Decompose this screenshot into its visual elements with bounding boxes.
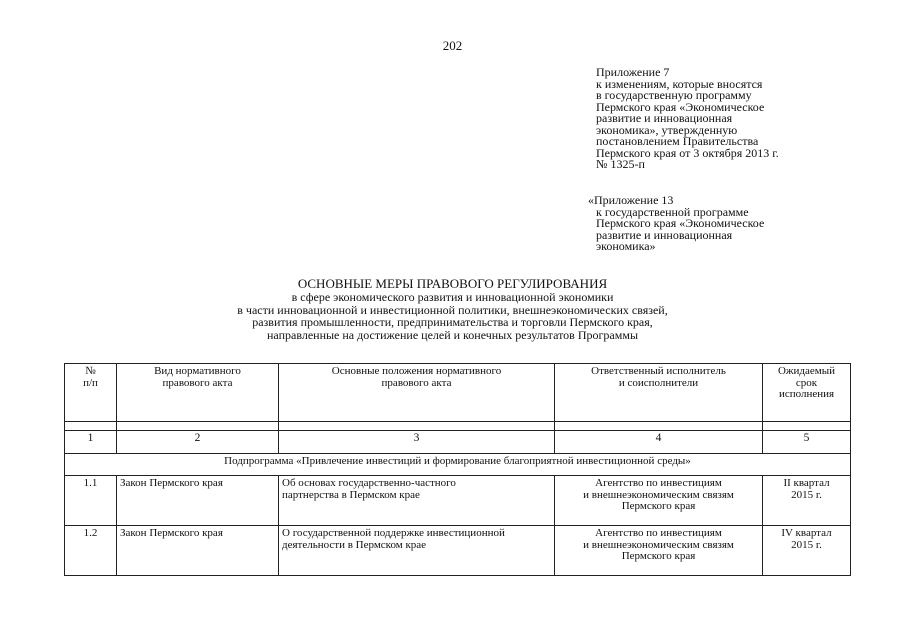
appendix-line: развитие и инновационная — [596, 227, 733, 242]
appendix-line: экономика» — [596, 239, 656, 253]
header-cell-act-type: Вид нормативного правового акта — [117, 364, 279, 422]
appendix-line: № 1325-п — [596, 157, 645, 171]
appendix-line: к изменениям, которые вносятся — [596, 76, 763, 91]
row-number: 1.1 — [65, 476, 117, 526]
appendix-line: Пермского края от 3 октября 2013 г. — [596, 145, 779, 160]
row-act-type: Закон Пермского края — [117, 526, 279, 576]
appendix-7-note — [596, 67, 779, 171]
column-number-cell: 2 — [117, 431, 279, 454]
column-number-cell: 1 — [65, 431, 117, 454]
title-line: в части инновационной и инвестиционной политики, внешнеэкономических связей, — [237, 302, 668, 317]
measures-table — [64, 363, 851, 576]
column-number-cell: 3 — [279, 431, 555, 454]
row-term: IV квартал 2015 г. — [763, 526, 851, 576]
appendix-line: к государственной программе — [596, 204, 749, 219]
table-header-row — [65, 364, 851, 422]
column-number-cell: 5 — [763, 431, 851, 454]
appendix-line: Пермского края «Экономическое — [596, 99, 765, 114]
header-cell-number: № п/п — [65, 364, 117, 422]
title-main: ОСНОВНЫЕ МЕРЫ ПРАВОВОГО РЕГУЛИРОВАНИЯ — [297, 276, 608, 291]
header-cell-term: Ожидаемый срок исполнения — [763, 364, 851, 422]
row-provisions: Об основах государственно-частного партнерства в Пермском крае — [279, 476, 555, 526]
subprogram-row — [65, 454, 851, 476]
appendix-line: постановлением Правительства — [596, 134, 759, 148]
appendix-13-note — [588, 195, 764, 253]
appendix-line: экономика», утвержденную — [596, 122, 738, 137]
appendix-line: Пермского края «Экономическое — [596, 216, 765, 230]
row-term: II квартал 2015 г. — [763, 476, 851, 526]
appendix-line: развитие и инновационная — [596, 111, 733, 125]
row-executor: Агентство по инвестициям и внешнеэкономическим связям Пермского края — [555, 476, 763, 526]
column-number-row — [65, 431, 851, 454]
title-line: направленные на достижение целей и конечных результатов Программы — [266, 327, 639, 342]
title-line: в сфере экономического развития и инновационной экономики — [291, 290, 614, 304]
title-line: развития промышленности, предпринимательства и торговли Пермского края, — [252, 315, 653, 329]
table-row — [65, 476, 851, 526]
row-executor: Агентство по инвестициям и внешнеэкономическим связям Пермского края — [555, 526, 763, 576]
appendix-line: «Приложение 13 — [588, 193, 674, 207]
table-spacer-row — [65, 422, 851, 431]
column-number-cell: 4 — [555, 431, 763, 454]
page-number: 202 — [442, 38, 463, 53]
subprogram-title: Подпрограмма «Привлечение инвестиций и формирование благоприятной инвестиционной среды» — [65, 454, 851, 476]
row-number: 1.2 — [65, 526, 117, 576]
appendix-line: Приложение 7 — [596, 65, 670, 79]
header-cell-executor: Ответственный исполнитель и соисполнители — [555, 364, 763, 422]
row-provisions: О государственной поддержке инвестиционной деятельности в Пермском крае — [279, 526, 555, 576]
appendix-line: в государственную программу — [596, 88, 752, 102]
table-row — [65, 526, 851, 576]
header-cell-provisions: Основные положения нормативного правового акта — [279, 364, 555, 422]
document-title — [0, 277, 905, 341]
row-act-type: Закон Пермского края — [117, 476, 279, 526]
